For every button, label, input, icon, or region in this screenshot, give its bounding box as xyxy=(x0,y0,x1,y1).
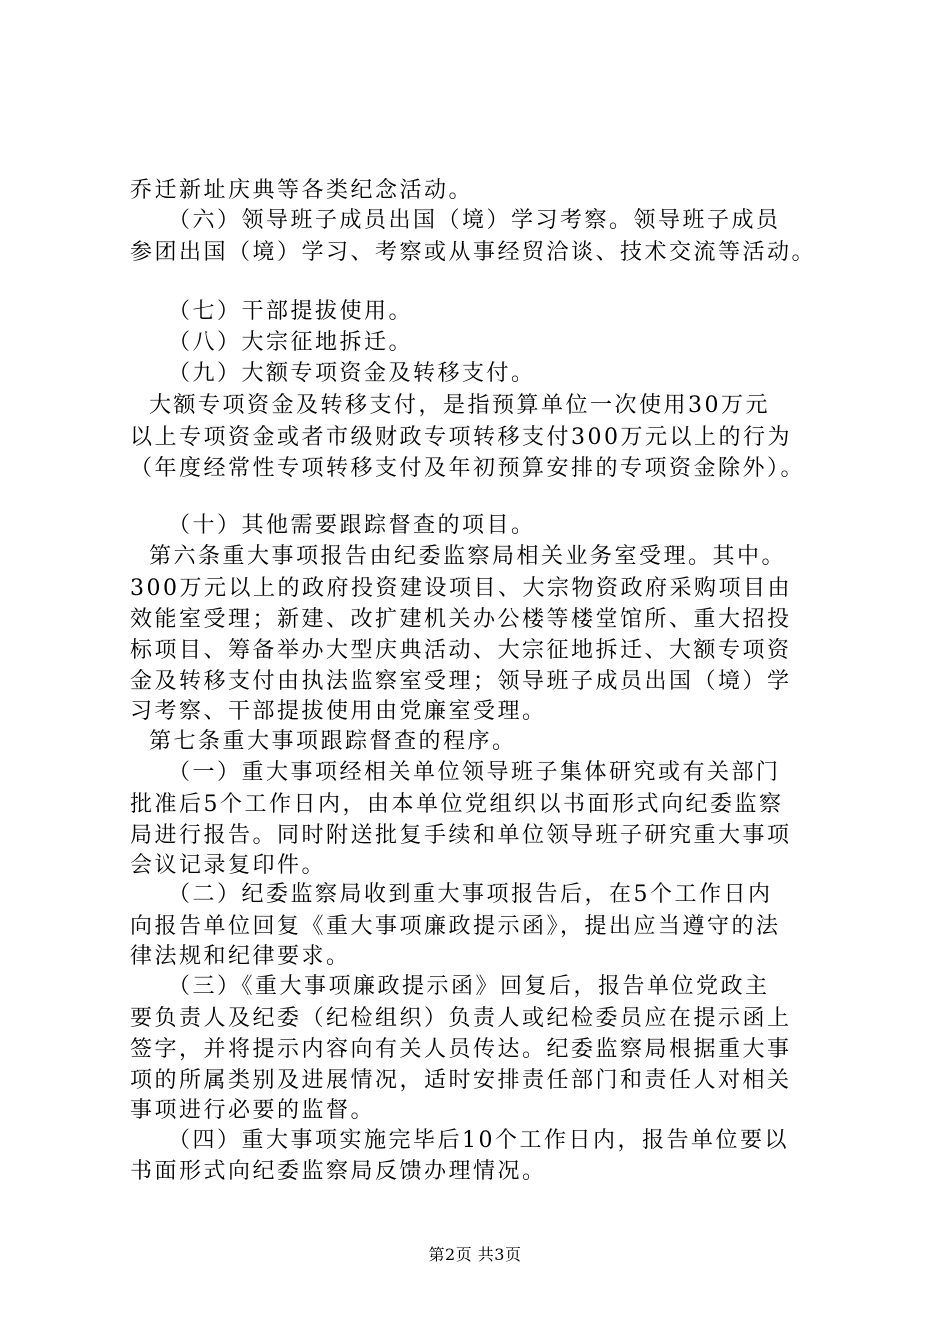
text-line: 乔迁新址庆典等各类纪念活动。 xyxy=(130,178,474,203)
text-line: 参团出国（境）学习、考察或从事经贸洽谈、技术交流等活动。 xyxy=(130,240,817,265)
text-line: 标项目、筹备举办大型庆典活动、大宗征地拆迁、大额专项资 xyxy=(130,638,792,663)
text-line: 金及转移支付由执法监察室受理；领导班子成员出国（境）学 xyxy=(130,669,792,694)
text-line: 效能室受理；新建、改扩建机关办公楼等楼堂馆所、重大招投 xyxy=(130,607,792,632)
text-line: 向报告单位回复《重大事项廉政提示函》，提出应当遵守的法 xyxy=(130,914,781,939)
text-line: （六）领导班子成员出国（境）学习考察。领导班子成员 xyxy=(130,208,781,233)
text-line: （三）《重大事项廉政提示函》回复后，报告单位党政主 xyxy=(130,974,770,999)
text-line: 第六条重大事项报告由纪委监察局相关业务室受理。其中。 xyxy=(130,544,786,569)
text-line: 大额专项资金及转移支付，是指预算单位一次使用30万元 xyxy=(130,393,770,418)
text-line: （十）其他需要跟踪督查的项目。 xyxy=(130,513,536,538)
text-line: 以上专项资金或者市级财政专项转移支付300万元以上的行为 xyxy=(130,425,792,450)
text-line: 300万元以上的政府投资建设项目、大宗物资政府采购项目由 xyxy=(130,576,792,601)
text-line: 局进行报告。同时附送批复手续和单位领导班子研究重大事项 xyxy=(130,823,792,848)
text-line: 事项进行必要的监督。 xyxy=(130,1098,376,1123)
text-line: 习考察、干部提拔使用由党廉室受理。 xyxy=(130,699,547,724)
text-line: 会议记录复印件。 xyxy=(130,853,327,878)
text-line: 第七条重大事项跟踪督查的程序。 xyxy=(130,729,517,754)
text-line: 要负责人及纪委（纪检组织）负责人或纪检委员应在提示函上 xyxy=(130,1006,792,1031)
text-line: 律法规和纪律要求。 xyxy=(130,944,351,969)
page-number-footer: 第2页 共3页 xyxy=(428,1245,522,1264)
text-line: 书面形式向纪委监察局反馈办理情况。 xyxy=(130,1159,547,1184)
text-line: （一）重大事项经相关单位领导班子集体研究或有关部门 xyxy=(130,760,781,785)
text-line: 批准后5个工作日内，由本单位党组织以书面形式向纪委监察 xyxy=(130,792,784,817)
text-line: （九）大额专项资金及转移支付。 xyxy=(130,361,536,386)
text-line: （八）大宗征地拆迁。 xyxy=(130,330,413,355)
text-line: （四）重大事项实施完毕后10个工作日内，报告单位要以 xyxy=(130,1128,789,1153)
text-line: （年度经常性专项转移支付及年初预算安排的专项资金除外）。 xyxy=(130,456,806,481)
text-line: 项的所属类别及进展情况，适时安排责任部门和责任人对相关 xyxy=(130,1068,792,1093)
text-line: （七）干部提拔使用。 xyxy=(130,299,413,324)
text-line: 签字，并将提示内容向有关人员传达。纪委监察局根据重大事 xyxy=(130,1037,792,1062)
text-line: （二）纪委监察局收到重大事项报告后，在5个工作日内 xyxy=(130,882,773,907)
